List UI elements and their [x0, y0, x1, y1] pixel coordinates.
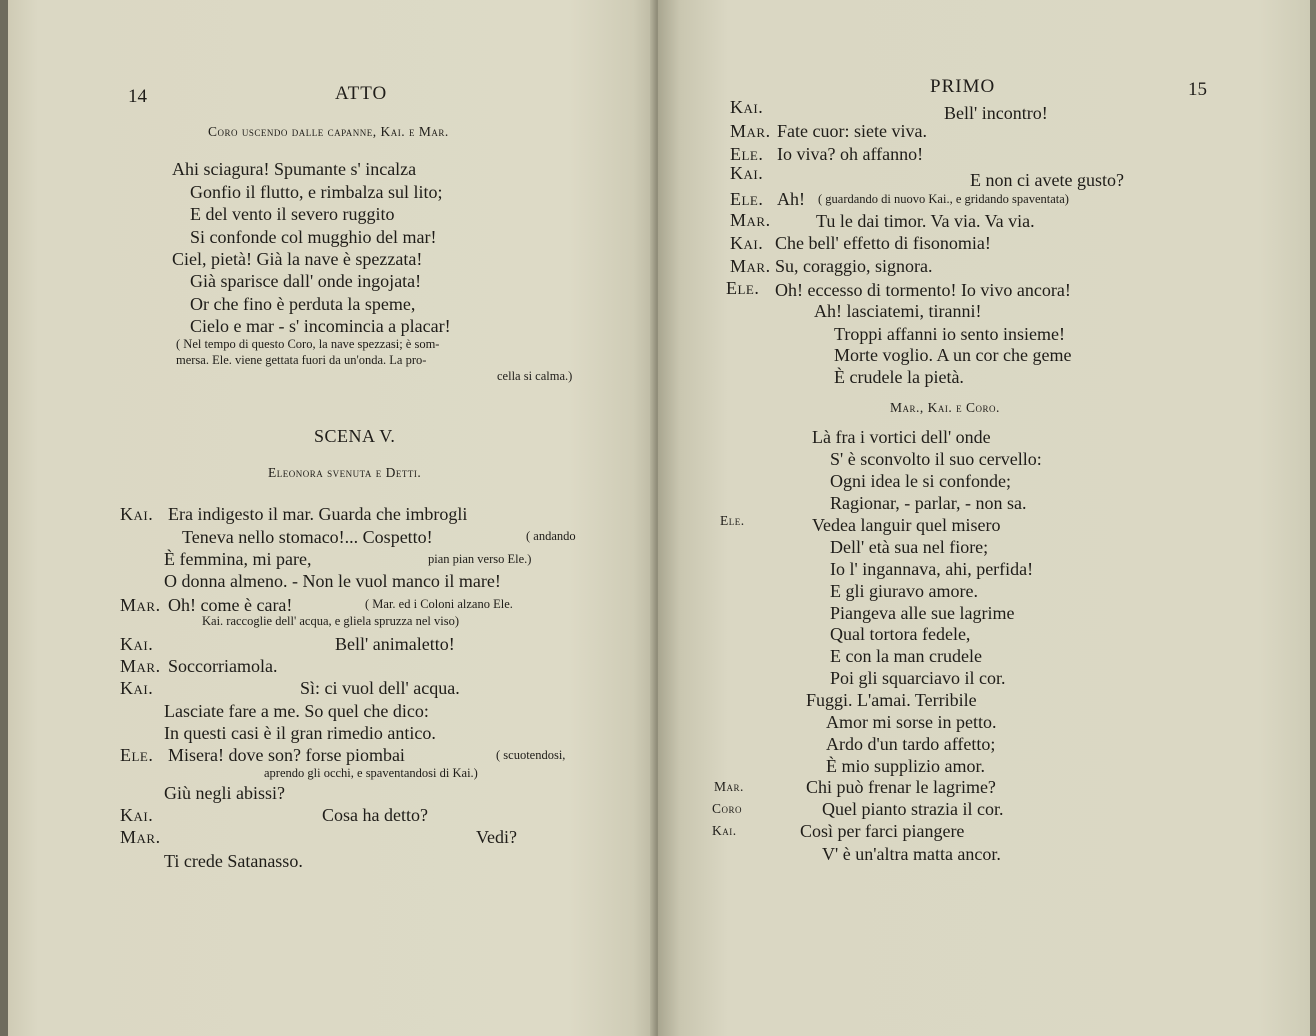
dialogue-line: È crudele la pietà.: [834, 367, 964, 387]
speaker-label: Mar.: [120, 656, 161, 676]
left-running-head: ATTO: [335, 83, 388, 104]
speaker-label: Mar.: [730, 210, 771, 230]
chorus-line: Già sparisce dall' onde ingojata!: [190, 271, 422, 291]
dialogue-line: Teneva nello stomaco!... Cospetto!: [182, 527, 433, 547]
stage-aside: pian pian verso Ele.): [428, 552, 532, 566]
dialogue-line: Io viva? oh affanno!: [777, 144, 924, 164]
stage-note: cella si calma.): [497, 369, 573, 383]
stage-aside: aprendo gli occhi, e spaventandosi di Kai.): [264, 766, 478, 780]
dialogue-line: È femmina, mi pare,: [164, 549, 312, 569]
chorus-line: Ciel, pietà! Già la nave è spezzata!: [172, 249, 423, 269]
chorus-line: Gonfio il flutto, e rimbalza sul lito;: [190, 182, 443, 202]
right-page-number: 15: [1188, 79, 1207, 100]
speaker-label: Kai.: [730, 233, 764, 253]
speaker-label: Kai.: [730, 97, 764, 117]
stage-aside: ( Mar. ed i Coloni alzano Ele.: [365, 597, 513, 611]
dialogue-line: E non ci avete gusto?: [970, 170, 1124, 190]
speaker-label: Mar.: [120, 827, 161, 847]
aria-line: Ardo d'un tardo affetto;: [826, 734, 996, 754]
dialogue-line: Giù negli abissi?: [164, 783, 285, 803]
speaker-label: Ele.: [730, 189, 764, 209]
dialogue-line: Che bell' effetto di fisonomia!: [775, 233, 991, 253]
speaker-label: Mar.: [730, 121, 771, 141]
dialogue-line: In questi casi è il gran rimedio antico.: [164, 723, 436, 743]
dialogue-line: Era indigesto il mar. Guarda che imbrogli: [168, 504, 468, 524]
chorus-line: Si confonde col mugghio del mar!: [190, 227, 437, 247]
dialogue-line: Lasciate fare a me. So quel che dico:: [164, 701, 429, 721]
book-edge-right: [1310, 0, 1316, 1036]
scene-persons: Eleonora svenuta e Detti.: [268, 465, 422, 480]
aria-line: Qual tortora fedele,: [830, 624, 971, 644]
chorus-line: Là fra i vortici dell' onde: [812, 427, 991, 447]
aria-line: Dell' età sua nel fiore;: [830, 537, 989, 557]
book-edge-left: [0, 0, 8, 1036]
aria-line: Io l' ingannava, ahi, perfida!: [830, 559, 1034, 579]
speaker-label: Ele.: [120, 745, 154, 765]
dialogue-line: Bell' incontro!: [944, 103, 1048, 123]
dialogue-line: Cosa ha detto?: [322, 805, 428, 825]
aria-line: Vedea languir quel misero: [812, 515, 1001, 535]
speaker-label: Kai.: [120, 678, 154, 698]
aria-line: Amor mi sorse in petto.: [826, 712, 997, 732]
dialogue-line: Chi può frenar le lagrime?: [806, 777, 996, 797]
aria-line: Poi gli squarciavo il cor.: [830, 668, 1006, 688]
dialogue-line: Oh! eccesso di tormento! Io vivo ancora!: [775, 280, 1071, 300]
speaker-label: Ele.: [730, 144, 764, 164]
dialogue-line: Morte voglio. A un cor che geme: [834, 345, 1072, 365]
right-running-head: PRIMO: [930, 76, 996, 97]
chorus-line: Ahi sciagura! Spumante s' incalza: [172, 159, 417, 179]
aria-line: Piangeva alle sue lagrime: [830, 603, 1015, 623]
chorus-line: Cielo e mar - s' incomincia a placar!: [190, 316, 451, 336]
dialogue-line: Quel pianto strazia il cor.: [822, 799, 1004, 819]
left-page-number: 14: [128, 86, 147, 107]
dialogue-line: Fate cuor: siete viva.: [777, 121, 927, 141]
dialogue-line: Sì: ci vuol dell' acqua.: [300, 678, 460, 698]
chorus-line: Ogni idea le si confonde;: [830, 471, 1011, 491]
aria-line: È mio supplizio amor.: [826, 756, 985, 776]
dialogue-line: Vedi?: [476, 827, 517, 847]
chorus-line: S' è sconvolto il suo cervello:: [830, 449, 1042, 469]
dialogue-line: Soccorriamola.: [168, 656, 278, 676]
scene-title: SCENA V.: [314, 426, 396, 446]
dialogue-line: Ti crede Satanasso.: [164, 851, 303, 871]
dialogue-line: Troppi affanni io sento insieme!: [834, 324, 1065, 344]
stage-direction: Mar., Kai. e Coro.: [890, 400, 1000, 415]
speaker-label: Ele.: [720, 513, 745, 528]
stage-note: mersa. Ele. viene gettata fuori da un'onda. La pro-: [176, 353, 427, 367]
speaker-label: Mar.: [714, 779, 744, 794]
aria-line: E gli giuravo amore.: [830, 581, 978, 601]
stage-aside: ( scuotendosi,: [496, 748, 566, 762]
dialogue-line: Tu le dai timor. Va via. Va via.: [816, 211, 1035, 231]
dialogue-line: Misera! dove son? forse piombai: [168, 745, 405, 765]
chorus-line: E del vento il severo ruggito: [190, 204, 395, 224]
dialogue-line: Ah!: [777, 189, 805, 209]
speaker-label: Kai.: [120, 504, 154, 524]
dialogue-line: V' è un'altra matta ancor.: [822, 844, 1001, 864]
dialogue-line: Così per farci piangere: [800, 821, 965, 841]
chorus-line: Ragionar, - parlar, - non sa.: [830, 493, 1027, 513]
speaker-label: Ele.: [726, 278, 760, 298]
dialogue-line: O donna almeno. - Non le vuol manco il mare!: [164, 571, 501, 591]
stage-aside: Kai. raccoglie dell' acqua, e gliela spruzza nel viso): [202, 614, 459, 628]
speaker-label: Kai.: [120, 805, 154, 825]
aria-line: E con la man crudele: [830, 646, 982, 666]
speaker-label: Kai.: [712, 823, 737, 838]
chorus-line: Or che fino è perduta la speme,: [190, 294, 416, 314]
chorus-direction: Coro uscendo dalle capanne, Kai. e Mar.: [208, 124, 449, 139]
dialogue-line: Su, coraggio, signora.: [775, 256, 933, 276]
stage-aside: ( andando: [526, 529, 576, 543]
dialogue-line: Bell' animaletto!: [335, 634, 455, 654]
aria-line: Fuggi. L'amai. Terribile: [806, 690, 977, 710]
stage-note: ( Nel tempo di questo Coro, la nave spezzasi; è som-: [176, 337, 440, 351]
speaker-label: Kai.: [120, 634, 154, 654]
stage-aside: ( guardando di nuovo Kai., e gridando spaventata): [818, 192, 1069, 206]
dialogue-line: Oh! come è cara!: [168, 595, 293, 615]
speaker-label: Mar.: [120, 595, 161, 615]
speaker-label: Kai.: [730, 163, 764, 183]
speaker-label: Coro: [712, 801, 743, 816]
speaker-label: Mar.: [730, 256, 771, 276]
dialogue-line: Ah! lasciatemi, tiranni!: [814, 301, 982, 321]
